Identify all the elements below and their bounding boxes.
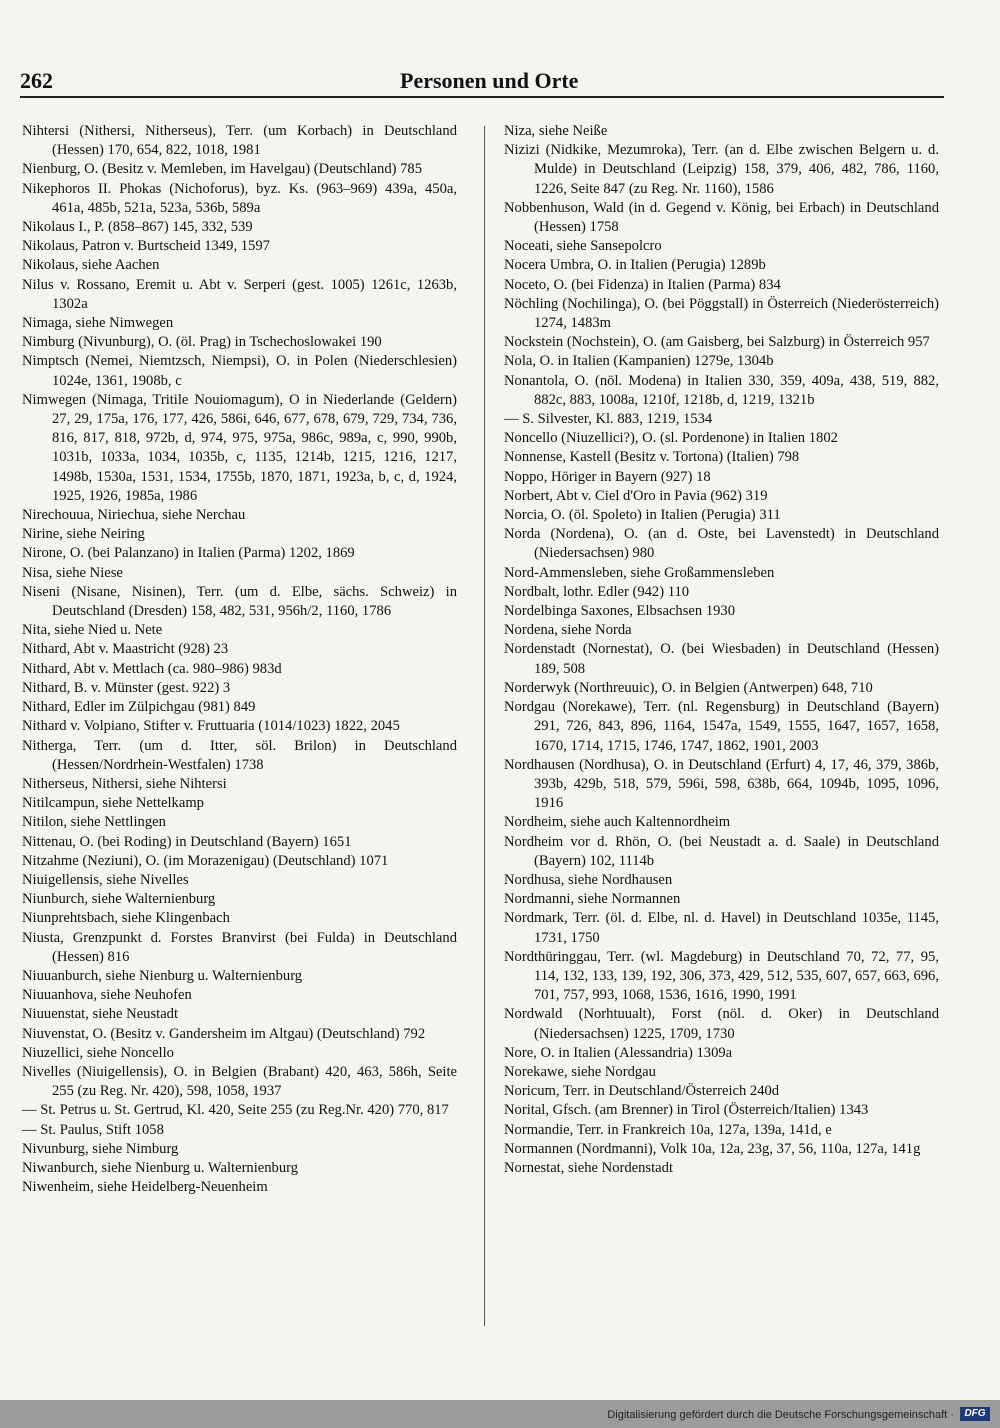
index-entry: Niseni (Nisane, Nisinen), Terr. (um d. Elbe, sächs. Schweiz) in Deutschland (Dresden) 158, 482, 531, 956h/2, 1160, 1786 [22, 583, 457, 620]
index-entry: Nikolaus, Patron v. Burtscheid 1349, 1597 [22, 238, 270, 255]
index-entry: — St. Paulus, Stift 1058 [22, 1121, 164, 1138]
index-entry: Noncello (Niuzellici?), O. (sl. Pordenone) in Italien 1802 [504, 430, 838, 447]
index-entry: Nirone, O. (bei Palanzano) in Italien (Parma) 1202, 1869 [22, 545, 355, 562]
index-entry: — St. Petrus u. St. Gertrud, Kl. 420, Seite 255 (zu Reg.Nr. 420) 770, 817 [22, 1102, 449, 1119]
index-entry: Nikephoros II. Phokas (Nichoforus), byz. Ks. (963–969) 439a, 450a, 461a, 485b, 521a, 523a, 536b, 589a [22, 180, 457, 216]
index-entry: Nobbenhuson, Wald (in d. Gegend v. König, bei Erbach) in Deutschland (Hessen) 1758 [504, 199, 939, 236]
index-entry: Nikolaus I., P. (858–867) 145, 332, 539 [22, 219, 253, 236]
index-entry: Nirechouua, Niriechua, siehe Nerchau [22, 507, 246, 524]
index-entry: Nore, O. in Italien (Alessandria) 1309a [504, 1044, 733, 1061]
index-entry: Niunprehtsbach, siehe Klingenbach [22, 910, 230, 927]
index-entry: Nordhusa, siehe Nordhausen [504, 871, 673, 888]
index-entry: Nordenstadt (Nornestat), O. (bei Wiesbaden) in Deutschland (Hessen) 189, 508 [504, 641, 939, 677]
index-entry: Nockstein (Nochstein), O. (am Gaisberg, bei Salzburg) in Österreich 957 [504, 334, 930, 351]
index-entry: Nithard v. Volpiano, Stifter v. Fruttuaria (1014/1023) 1822, 2045 [22, 718, 400, 735]
index-entry: Nivunburg, siehe Nimburg [22, 1140, 179, 1157]
index-entry: Nihtersi (Nithersi, Nitherseus), Terr. (um Korbach) in Deutschland (Hessen) 170, 654, 822, 1018, 1981 [22, 123, 457, 159]
index-entry: Niuuenstat, siehe Neustadt [22, 1006, 179, 1023]
index-entry: Nordgau (Norekawe), Terr. (nl. Regensburg) in Deutschland (Bayern) 291, 726, 843, 896, 1164, 1547a, 1549, 1555, 1647, 1657, 1658, 1670, 1714, 1715, 1746, 1747, 1862, 1901, 2003 [504, 699, 939, 754]
index-entry: Nitherga, Terr. (um d. Itter, söl. Brilon) in Deutschland (Hessen/Nordrhein-Westfalen) 1738 [22, 737, 457, 773]
index-entry: Nordwald (Norhtuualt), Forst (nöl. d. Oker) in Deutschland (Niedersachsen) 1225, 1709, 1730 [504, 1006, 939, 1042]
index-entry: Nitilcampun, siehe Nettelkamp [22, 795, 204, 812]
index-entry: Niuigellensis, siehe Nivelles [22, 871, 189, 888]
index-entry: Nornestat, siehe Nordenstadt [504, 1159, 673, 1176]
index-entry: — S. Silvester, Kl. 883, 1219, 1534 [504, 411, 713, 428]
index-entry: Nimaga, siehe Nimwegen [22, 315, 174, 332]
index-entry: Nonantola, O. (nöl. Modena) in Italien 330, 359, 409a, 438, 519, 882, 882c, 883, 1008a, 1210f, 1218b, d, 1219, 1321b [504, 372, 939, 408]
index-entry: Nithard, B. v. Münster (gest. 922) 3 [22, 679, 231, 696]
index-entry: Nocera Umbra, O. in Italien (Perugia) 1289b [504, 257, 766, 274]
index-entry: Nilus v. Rossano, Eremit u. Abt v. Serperi (gest. 1005) 1261c, 1263b, 1302a [22, 276, 457, 312]
index-entry: Nimburg (Nivunburg), O. (öl. Prag) in Tschechoslowakei 190 [22, 334, 382, 351]
index-entry: Nittenau, O. (bei Roding) in Deutschland (Bayern) 1651 [22, 833, 352, 850]
page-number: 262 [20, 68, 53, 93]
viewer-footer [0, 1400, 1000, 1428]
index-entry: Nordhausen (Nordhusa), O. in Deutschland (Erfurt) 4, 17, 46, 379, 386b, 393b, 429b, 518, 579, 596i, 598, 638b, 664, 1094b, 1095, 1096, 1916 [504, 756, 939, 812]
index-entry: Nordmanni, siehe Normannen [504, 891, 681, 908]
index-entry: Nithard, Abt v. Maastricht (928) 23 [22, 641, 229, 658]
running-title: Personen und Orte [400, 68, 579, 93]
index-entry: Noceati, siehe Sansepolcro [504, 238, 662, 255]
index-entry: Niwanburch, siehe Nienburg u. Walternienburg [22, 1159, 299, 1176]
index-entry: Niuvenstat, O. (Besitz v. Gandersheim im Altgau) (Deutschland) 792 [22, 1025, 426, 1042]
index-entry: Nöchling (Nochilinga), O. (bei Pöggstall) in Österreich (Niederösterreich) 1274, 1483m [504, 295, 939, 332]
index-entry: Normandie, Terr. in Frankreich 10a, 127a, 139a, 141d, e [504, 1121, 832, 1138]
index-entry: Nordelbinga Saxones, Elbsachsen 1930 [504, 603, 736, 620]
index-entry: Normannen (Nordmanni), Volk 10a, 12a, 23g, 37, 56, 110a, 127a, 141g [504, 1140, 921, 1157]
index-entry: Norcia, O. (öl. Spoleto) in Italien (Perugia) 311 [504, 507, 781, 524]
index-entry: Noceto, O. (bei Fidenza) in Italien (Parma) 834 [504, 276, 781, 293]
index-entry: Nola, O. in Italien (Kampanien) 1279e, 1304b [504, 353, 774, 370]
index-entry: Nonnense, Kastell (Besitz v. Tortona) (Italien) 798 [504, 449, 800, 466]
index-entry: Nitzahme (Neziuni), O. (im Morazenigau) (Deutschland) 1071 [22, 852, 389, 869]
index-entry: Nizizi (Nidkike, Mezumroka), Terr. (an d. Elbe zwischen Belgern u. d. Mulde) in Deutschland (Leipzig) 158, 379, 406, 482, 786, 1160, 1226, Seite 847 (zu Reg. Nr. 1160), 1586 [504, 142, 939, 197]
index-entry: Nithard, Edler im Zülpichgau (981) 849 [22, 699, 256, 716]
index-entry: Noricum, Terr. in Deutschland/Österreich 240d [504, 1083, 780, 1100]
index-entry: Nimwegen (Nimaga, Tritile Nouiomagum), O in Niederlande (Geldern) 27, 29, 175a, 176, 177, 426, 586i, 646, 677, 678, 679, 729, 734, 736, 816, 817, 818, 972b, d, 974, 975, 975a, 986c, 989a, c, 990, 990b, 1031b, 1033a, 1034, 1035b, c, 1135, 1214b, 1215, 1216, 1217, 1498b, 1530a, 1531, 1534, 1755b, 1870, 1871, 1923a, b, c, d, 1924, 1925, 1926, 1985a, 1986 [22, 391, 457, 504]
index-entry: Nordmark, Terr. (öl. d. Elbe, nl. d. Havel) in Deutschland 1035e, 1145, 1731, 1750 [504, 910, 939, 946]
index-entry: Nita, siehe Nied u. Nete [22, 622, 163, 639]
column-divider [484, 126, 485, 1326]
index-entry: Nisa, siehe Niese [22, 564, 123, 581]
funding-note: Digitalisierung gefördert durch die Deutsche Forschungsgemeinschaft · [607, 1409, 954, 1421]
index-entry: Norderwyk (Northreuuic), O. in Belgien (Antwerpen) 648, 710 [504, 679, 873, 696]
index-entry: Nivelles (Niuigellensis), O. in Belgien (Brabant) 420, 463, 586h, Seite 255 (zu Reg. Nr. 420), 598, 1058, 1937 [22, 1063, 457, 1100]
index-entry: Niuuanhova, siehe Neuhofen [22, 987, 192, 1004]
index-entry: Norital, Gfsch. (am Brenner) in Tirol (Österreich/Italien) 1343 [504, 1102, 869, 1119]
index-entry: Niunburch, siehe Walternienburg [22, 891, 216, 908]
dfg-logo-icon: DFG [960, 1407, 990, 1421]
index-entry: Norda (Nordena), O. (an d. Oste, bei Lavenstedt) in Deutschland (Niedersachsen) 980 [504, 526, 939, 562]
index-entry: Nithard, Abt v. Mettlach (ca. 980–986) 983d [22, 660, 282, 677]
index-entry: Niuzellici, siehe Noncello [22, 1044, 174, 1061]
index-entry: Niuuanburch, siehe Nienburg u. Walternienburg [22, 967, 303, 984]
index-entry: Nord-Ammensleben, siehe Großammensleben [504, 564, 775, 581]
index-entry: Norekawe, siehe Nordgau [504, 1063, 656, 1080]
index-entry: Nordheim, siehe auch Kaltennordheim [504, 814, 731, 831]
index-entry: Norbert, Abt v. Ciel d'Oro in Pavia (962) 319 [504, 487, 768, 504]
index-entry: Nitherseus, Nithersi, siehe Nihtersi [22, 775, 227, 792]
index-entry: Niwenheim, siehe Heidelberg-Neuenheim [22, 1179, 268, 1196]
index-entry: Nirine, siehe Neiring [22, 526, 145, 543]
index-entry: Nitilon, siehe Nettlingen [22, 814, 166, 831]
index-entry: Nikolaus, siehe Aachen [22, 257, 160, 274]
index-entry: Niza, siehe Neiße [504, 123, 608, 139]
page-header [20, 66, 944, 98]
index-column-left [22, 122, 457, 1197]
index-entry: Niusta, Grenzpunkt d. Forstes Branvirst (bei Fulda) in Deutschland (Hessen) 816 [22, 929, 457, 965]
index-entry: Noppo, Höriger in Bayern (927) 18 [504, 468, 711, 485]
index-entry: Nimptsch (Nemei, Niemtzsch, Niempsi), O. in Polen (Niederschlesien) 1024e, 1361, 1908b, c [22, 353, 457, 389]
index-entry: Nordheim vor d. Rhön, O. (bei Neustadt a. d. Saale) in Deutschland (Bayern) 102, 1114b [504, 833, 939, 869]
index-entry: Nienburg, O. (Besitz v. Memleben, im Havelgau) (Deutschland) 785 [22, 161, 423, 178]
index-column-right [504, 122, 939, 1178]
index-entry: Nordena, siehe Norda [504, 622, 632, 639]
index-entry: Nordthüringgau, Terr. (wl. Magdeburg) in Deutschland 70, 72, 77, 95, 114, 132, 133, 139, 192, 306, 373, 429, 512, 535, 607, 657, 663, 696, 701, 757, 993, 1068, 1536, 1616, 1990, 1991 [504, 948, 939, 1004]
index-entry: Nordbalt, lothr. Edler (942) 110 [504, 583, 690, 600]
